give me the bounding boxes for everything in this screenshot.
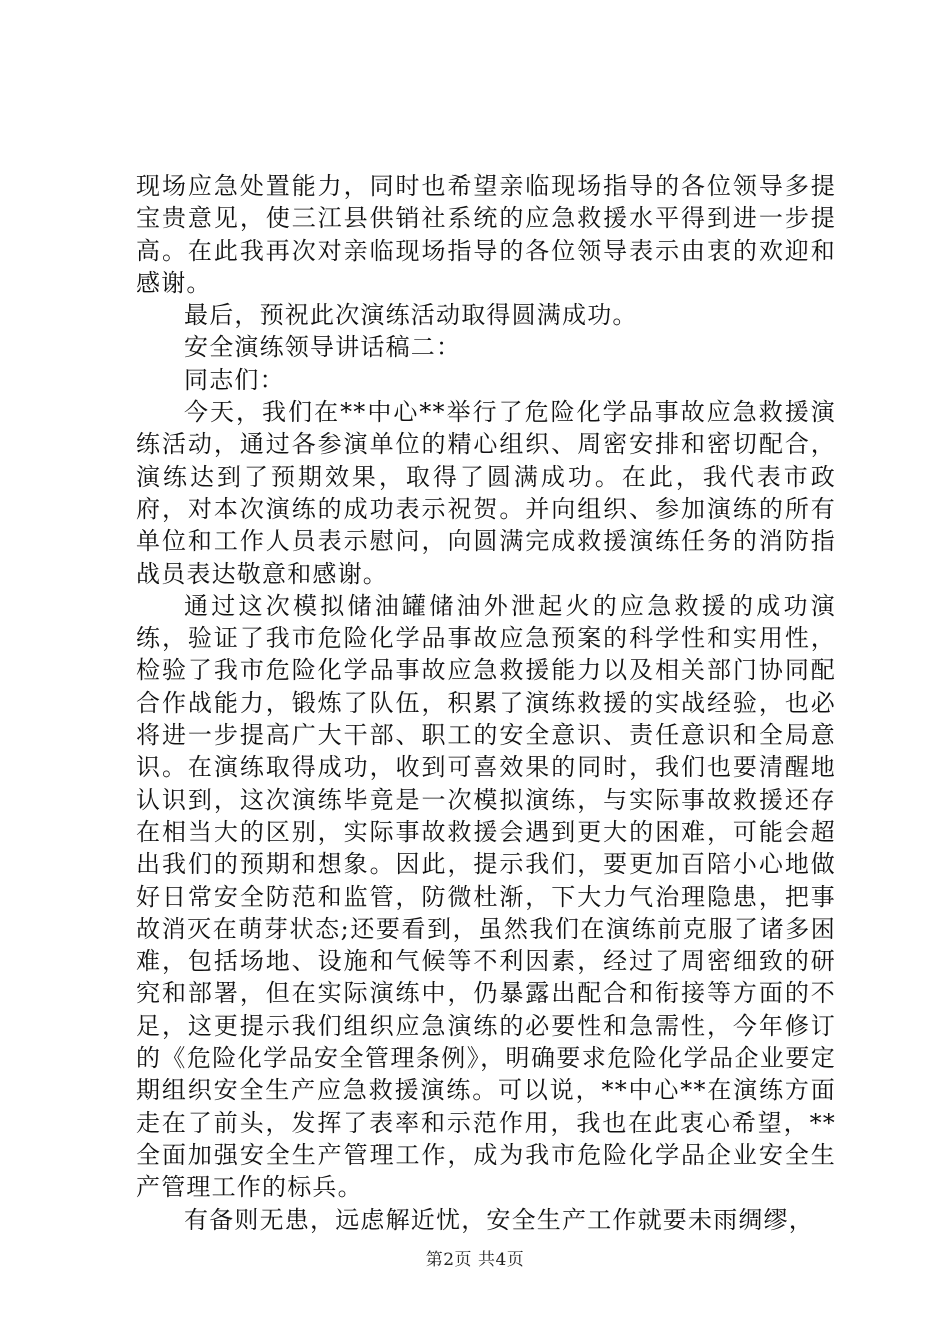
page-number-footer: 第2页 共4页: [425, 1250, 525, 1270]
paragraph-closing-wish: 最后，预祝此次演练活动取得圆满成功。: [184, 301, 638, 330]
section-heading: 安全演练领导讲话稿二：: [184, 333, 462, 362]
document-body: [136, 170, 836, 1236]
paragraph-main: 通过这次模拟储油罐储油外泄起火的应急救援的成功演练，验证了我市危险化学品事故应急预案的科学性和实用性，检验了我市危险化学品事故应急救援能力以及相关部门协同配合作战能力，锻炼了队伍，积累了演练救援的实战经验，也必将进一步提高广大干部、职工的安全意识、责任意识和全局意识。在演练取得成功，收到可喜效果的同时，我们也要清醒地认识到，这次演练毕竟是一次模拟演练，与实际事故救援还存在相当大的区别，实际事故救援会遇到更大的困难，可能会超出我们的预期和想象。因此，提示我们，要更加百陪小心地做好日常安全防范和监管，防微杜渐，下大力气治理隐患，把事故消灭在萌芽状态;还要看到，虽然我们在演练前克服了诸多困难，包括场地、设施和气候等不利因素，经过了周密细致的研究和部署，但在实际演练中，仍暴露出配合和衔接等方面的不足，这更提示我们组织应急演练的必要性和急需性，今年修订的《危险化学品安全管理条例》，明确要求危险化学品企业要定期组织安全生产应急救援演练。可以说，**中心**在演练方面走在了前头，发挥了表率和示范作用，我也在此衷心希望，**全面加强安全生产管理工作，成为我市危险化学品企业安全生产管理工作的标兵。: [136, 591, 836, 1202]
paragraph-continuation: 现场应急处置能力，同时也希望亲临现场指导的各位领导多提宝贵意见，使三江县供销社系统的应急救援水平得到进一步提高。在此我再次对亲临现场指导的各位领导表示由衷的欢迎和感谢。: [136, 172, 836, 297]
salutation: 同志们：: [184, 365, 285, 394]
paragraph-last: 有备则无患，远虑解近忧，安全生产工作就要未雨绸缪，: [184, 1205, 814, 1234]
paragraph-opening: 今天，我们在**中心**举行了危险化学品事故应急救援演练活动，通过各参演单位的精心组织、周密安排和密切配合，演练达到了预期效果，取得了圆满成功。在此，我代表市政府，对本次演练的成功表示祝贺。并向组织、参加演练的所有单位和工作人员表示慰问，向圆满完成救援演练任务的消防指战员表达敬意和感谢。: [136, 398, 836, 588]
